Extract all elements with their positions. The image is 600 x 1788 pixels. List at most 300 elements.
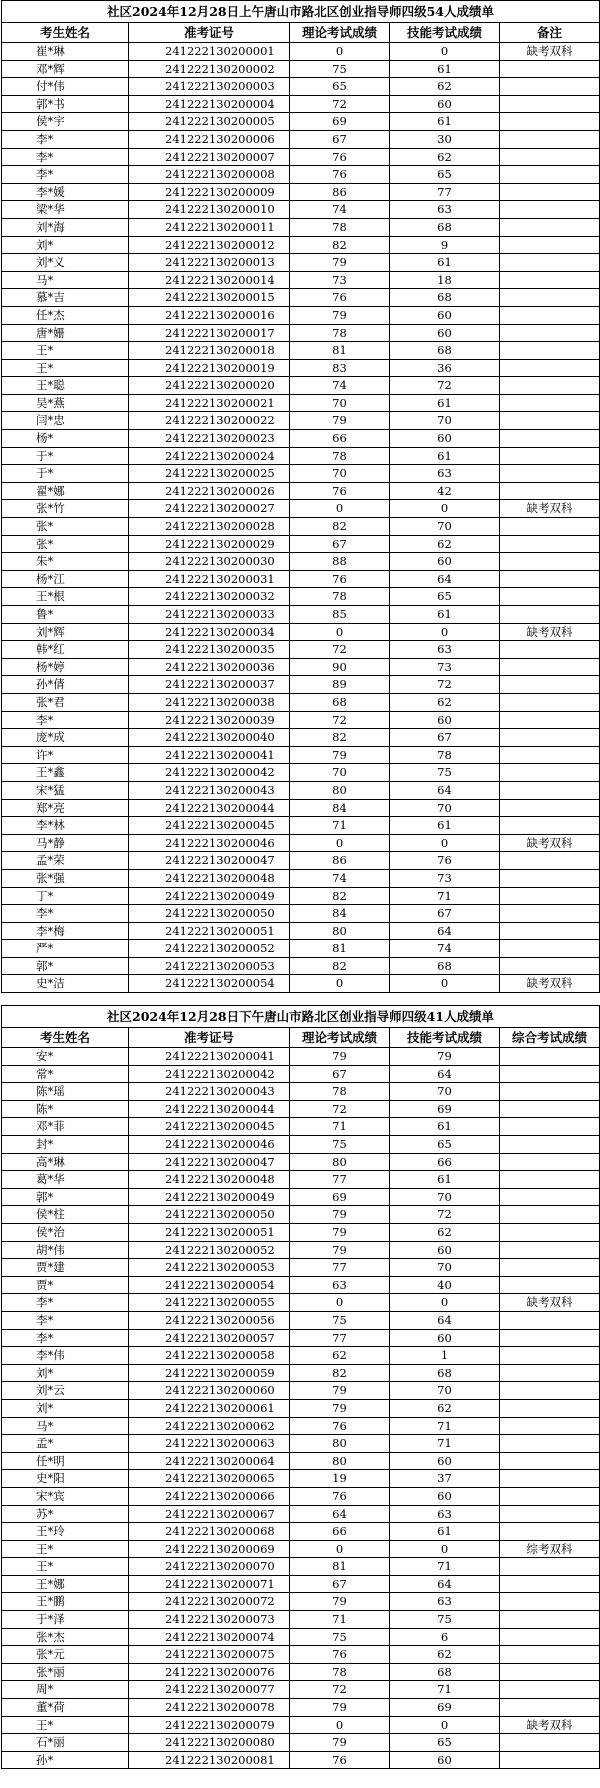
- cell-theory: 78: [290, 1663, 390, 1681]
- cell-exam-id: 241222130200051: [129, 922, 290, 940]
- cell-skill: 60: [390, 306, 500, 324]
- table-row: [2, 1487, 600, 1505]
- cell-remark: [500, 394, 600, 412]
- cell-theory: 70: [290, 764, 390, 782]
- cell-theory: 64: [290, 1505, 390, 1523]
- cell-name: 王*: [2, 342, 129, 360]
- cell-skill: 70: [390, 799, 500, 817]
- cell-remark: 缺考双科: [500, 975, 600, 993]
- table-row: [2, 1716, 600, 1734]
- cell-remark: [500, 781, 600, 799]
- cell-theory: 76: [290, 166, 390, 184]
- cell-theory: 74: [290, 869, 390, 887]
- table-row: [2, 412, 600, 430]
- cell-remark: [500, 711, 600, 729]
- cell-name: 王*鹏: [2, 1593, 129, 1611]
- cell-remark: [500, 1241, 600, 1259]
- cell-theory: 69: [290, 1188, 390, 1206]
- cell-remark: [500, 535, 600, 553]
- cell-remark: [500, 183, 600, 201]
- cell-theory: 76: [290, 1487, 390, 1505]
- cell-remark: [500, 447, 600, 465]
- cell-name: 郭*书: [2, 95, 129, 113]
- cell-remark: [500, 113, 600, 131]
- cell-exam-id: 241222130200012: [129, 236, 290, 254]
- table-row: [2, 711, 600, 729]
- cell-name: 李*: [2, 1294, 129, 1312]
- cell-remark: [500, 1259, 600, 1277]
- cell-name: 马*: [2, 271, 129, 289]
- cell-skill: 60: [390, 711, 500, 729]
- cell-skill: 65: [390, 1734, 500, 1752]
- cell-exam-id: 241222130200022: [129, 412, 290, 430]
- table-row: [2, 1136, 600, 1154]
- header-skill: 技能考试成绩: [390, 1028, 500, 1048]
- cell-remark: [500, 799, 600, 817]
- cell-name: 许*: [2, 746, 129, 764]
- cell-theory: 75: [290, 1311, 390, 1329]
- cell-remark: [500, 1452, 600, 1470]
- cell-exam-id: 241222130200068: [129, 1523, 290, 1541]
- cell-remark: [500, 148, 600, 166]
- cell-remark: [500, 1171, 600, 1189]
- cell-name: 刘*: [2, 1399, 129, 1417]
- cell-exam-id: 241222130200002: [129, 60, 290, 78]
- cell-remark: [500, 412, 600, 430]
- table-row: [2, 43, 600, 61]
- cell-skill: 68: [390, 289, 500, 307]
- cell-name: 马*: [2, 1417, 129, 1435]
- cell-exam-id: 241222130200071: [129, 1575, 290, 1593]
- cell-remark: [500, 1100, 600, 1118]
- cell-name: 李*伟: [2, 1347, 129, 1365]
- cell-name: 侯*柱: [2, 1206, 129, 1224]
- table-row: [2, 377, 600, 395]
- cell-remark: [500, 218, 600, 236]
- table-header-row: [2, 23, 600, 43]
- cell-skill: 40: [390, 1276, 500, 1294]
- cell-name: 于*泽: [2, 1611, 129, 1629]
- cell-skill: 62: [390, 535, 500, 553]
- table-row: [2, 271, 600, 289]
- cell-exam-id: 241222130200043: [129, 1083, 290, 1101]
- cell-name: 李*: [2, 148, 129, 166]
- cell-theory: 76: [290, 482, 390, 500]
- cell-remark: [500, 940, 600, 958]
- cell-skill: 64: [390, 570, 500, 588]
- cell-name: 朱*: [2, 553, 129, 571]
- cell-theory: 85: [290, 606, 390, 624]
- cell-exam-id: 241222130200033: [129, 606, 290, 624]
- cell-skill: 68: [390, 1663, 500, 1681]
- cell-name: 常*: [2, 1065, 129, 1083]
- cell-skill: 63: [390, 465, 500, 483]
- cell-exam-id: 241222130200070: [129, 1558, 290, 1576]
- cell-theory: 80: [290, 922, 390, 940]
- cell-name: 杨*江: [2, 570, 129, 588]
- cell-remark: 缺考双科: [500, 623, 600, 641]
- cell-exam-id: 241222130200041: [129, 746, 290, 764]
- cell-skill: 61: [390, 606, 500, 624]
- cell-exam-id: 241222130200048: [129, 1171, 290, 1189]
- cell-theory: 79: [290, 412, 390, 430]
- cell-skill: 60: [390, 324, 500, 342]
- table-row: [2, 482, 600, 500]
- table-row: [2, 1311, 600, 1329]
- header-combined: 综合考试成绩: [500, 1028, 600, 1048]
- table-row: [2, 183, 600, 201]
- cell-name: 贾*建: [2, 1259, 129, 1277]
- cell-exam-id: 241222130200053: [129, 957, 290, 975]
- cell-theory: 77: [290, 1329, 390, 1347]
- table-row: [2, 1575, 600, 1593]
- cell-remark: [500, 236, 600, 254]
- cell-name: 宋*宾: [2, 1487, 129, 1505]
- cell-name: 刘*: [2, 236, 129, 254]
- cell-exam-id: 241222130200041: [129, 1048, 290, 1066]
- cell-theory: 79: [290, 1206, 390, 1224]
- cell-exam-id: 241222130200049: [129, 887, 290, 905]
- cell-remark: [500, 1399, 600, 1417]
- cell-exam-id: 241222130200042: [129, 764, 290, 782]
- cell-name: 邓*辉: [2, 60, 129, 78]
- cell-exam-id: 241222130200021: [129, 394, 290, 412]
- cell-name: 翟*娜: [2, 482, 129, 500]
- cell-theory: 0: [290, 623, 390, 641]
- cell-theory: 82: [290, 236, 390, 254]
- cell-skill: 70: [390, 1382, 500, 1400]
- cell-theory: 69: [290, 113, 390, 131]
- table-row: [2, 1452, 600, 1470]
- cell-theory: 65: [290, 78, 390, 96]
- table-row: [2, 799, 600, 817]
- table-row: [2, 1663, 600, 1681]
- cell-name: 李*梅: [2, 922, 129, 940]
- cell-theory: 0: [290, 500, 390, 518]
- cell-theory: 76: [290, 1646, 390, 1664]
- table-row: [2, 465, 600, 483]
- table-row: [2, 764, 600, 782]
- table-row: [2, 1734, 600, 1752]
- cell-skill: 69: [390, 1100, 500, 1118]
- cell-skill: 6: [390, 1628, 500, 1646]
- cell-skill: 68: [390, 1364, 500, 1382]
- cell-exam-id: 241222130200007: [129, 148, 290, 166]
- cell-skill: 75: [390, 764, 500, 782]
- cell-name: 刘*辉: [2, 623, 129, 641]
- cell-name: 刘*云: [2, 1382, 129, 1400]
- cell-remark: [500, 1364, 600, 1382]
- cell-name: 孙*倩: [2, 676, 129, 694]
- table-row: [2, 746, 600, 764]
- table-row: [2, 500, 600, 518]
- cell-theory: 80: [290, 1435, 390, 1453]
- cell-remark: [500, 1136, 600, 1154]
- cell-remark: [500, 324, 600, 342]
- table-row: [2, 254, 600, 272]
- cell-remark: [500, 887, 600, 905]
- cell-skill: 71: [390, 1681, 500, 1699]
- cell-exam-id: 241222130200080: [129, 1734, 290, 1752]
- cell-exam-id: 241222130200013: [129, 254, 290, 272]
- cell-skill: 62: [390, 148, 500, 166]
- cell-theory: 72: [290, 641, 390, 659]
- cell-theory: 76: [290, 289, 390, 307]
- cell-remark: [500, 518, 600, 536]
- cell-name: 于*: [2, 447, 129, 465]
- cell-skill: 73: [390, 869, 500, 887]
- cell-skill: 64: [390, 781, 500, 799]
- cell-exam-id: 241222130200050: [129, 1206, 290, 1224]
- table-row: [2, 922, 600, 940]
- header-exam-id: 准考证号: [129, 1028, 290, 1048]
- cell-skill: 75: [390, 1611, 500, 1629]
- cell-theory: 63: [290, 1276, 390, 1294]
- cell-theory: 72: [290, 95, 390, 113]
- cell-exam-id: 241222130200050: [129, 905, 290, 923]
- cell-theory: 73: [290, 271, 390, 289]
- table-row: [2, 78, 600, 96]
- cell-theory: 82: [290, 1364, 390, 1382]
- table-row: [2, 1523, 600, 1541]
- afternoon-score-table: [1, 1005, 600, 1769]
- cell-theory: 84: [290, 905, 390, 923]
- table-row: [2, 834, 600, 852]
- table-row: [2, 817, 600, 835]
- cell-theory: 79: [290, 1699, 390, 1717]
- cell-theory: 78: [290, 218, 390, 236]
- cell-exam-id: 241222130200066: [129, 1487, 290, 1505]
- table-row: [2, 1540, 600, 1558]
- table-row: [2, 1048, 600, 1066]
- cell-remark: [500, 289, 600, 307]
- cell-exam-id: 241222130200020: [129, 377, 290, 395]
- cell-skill: 60: [390, 1487, 500, 1505]
- cell-theory: 76: [290, 1417, 390, 1435]
- cell-theory: 82: [290, 887, 390, 905]
- cell-exam-id: 241222130200001: [129, 43, 290, 61]
- cell-exam-id: 241222130200009: [129, 183, 290, 201]
- cell-exam-id: 241222130200019: [129, 359, 290, 377]
- cell-skill: 61: [390, 1171, 500, 1189]
- table-title: 社区2024年12月28日上午唐山市路北区创业指导师四级54人成绩单: [2, 1, 600, 23]
- cell-name: 刘*义: [2, 254, 129, 272]
- cell-name: 张*竹: [2, 500, 129, 518]
- table-row: [2, 588, 600, 606]
- cell-skill: 0: [390, 1294, 500, 1312]
- cell-theory: 84: [290, 799, 390, 817]
- cell-skill: 61: [390, 113, 500, 131]
- table-row: [2, 1593, 600, 1611]
- cell-skill: 65: [390, 1136, 500, 1154]
- table-row: [2, 236, 600, 254]
- table-row: [2, 1505, 600, 1523]
- cell-exam-id: 241222130200044: [129, 799, 290, 817]
- cell-theory: 0: [290, 975, 390, 993]
- cell-remark: [500, 430, 600, 448]
- cell-name: 李*: [2, 166, 129, 184]
- cell-exam-id: 241222130200045: [129, 1118, 290, 1136]
- cell-name: 李*林: [2, 817, 129, 835]
- cell-remark: [500, 658, 600, 676]
- cell-skill: 61: [390, 817, 500, 835]
- cell-remark: [500, 1470, 600, 1488]
- cell-name: 李*: [2, 130, 129, 148]
- cell-skill: 72: [390, 377, 500, 395]
- cell-remark: [500, 1663, 600, 1681]
- table-row: [2, 606, 600, 624]
- cell-exam-id: 241222130200034: [129, 623, 290, 641]
- table-row: [2, 201, 600, 219]
- cell-theory: 89: [290, 676, 390, 694]
- cell-theory: 78: [290, 447, 390, 465]
- cell-theory: 78: [290, 588, 390, 606]
- cell-exam-id: 241222130200038: [129, 693, 290, 711]
- cell-theory: 0: [290, 1716, 390, 1734]
- cell-remark: [500, 1417, 600, 1435]
- table-row: [2, 518, 600, 536]
- cell-exam-id: 241222130200035: [129, 641, 290, 659]
- cell-remark: [500, 359, 600, 377]
- cell-skill: 70: [390, 1083, 500, 1101]
- cell-name: 梁*华: [2, 201, 129, 219]
- cell-remark: [500, 1558, 600, 1576]
- cell-exam-id: 241222130200042: [129, 1065, 290, 1083]
- header-theory: 理论考试成绩: [290, 1028, 390, 1048]
- cell-skill: 60: [390, 430, 500, 448]
- cell-name: 张*强: [2, 869, 129, 887]
- cell-exam-id: 241222130200011: [129, 218, 290, 236]
- cell-name: 陈*瑶: [2, 1083, 129, 1101]
- score-sheet-page: [1, 0, 599, 1769]
- cell-skill: 69: [390, 1699, 500, 1717]
- table-row: [2, 553, 600, 571]
- table-row: [2, 95, 600, 113]
- cell-skill: 70: [390, 1259, 500, 1277]
- table-gap: [1, 993, 599, 1005]
- cell-skill: 60: [390, 1751, 500, 1769]
- cell-name: 侯*治: [2, 1224, 129, 1242]
- cell-theory: 79: [290, 1734, 390, 1752]
- cell-remark: [500, 1083, 600, 1101]
- cell-exam-id: 241222130200010: [129, 201, 290, 219]
- cell-skill: 70: [390, 412, 500, 430]
- cell-theory: 79: [290, 1593, 390, 1611]
- cell-exam-id: 241222130200047: [129, 852, 290, 870]
- cell-remark: [500, 1611, 600, 1629]
- cell-name: 邓*菲: [2, 1118, 129, 1136]
- cell-remark: [500, 922, 600, 940]
- cell-theory: 72: [290, 1100, 390, 1118]
- cell-remark: [500, 852, 600, 870]
- cell-name: 韩*红: [2, 641, 129, 659]
- cell-exam-id: 241222130200005: [129, 113, 290, 131]
- cell-exam-id: 241222130200054: [129, 975, 290, 993]
- cell-skill: 70: [390, 1188, 500, 1206]
- cell-remark: [500, 60, 600, 78]
- cell-skill: 61: [390, 447, 500, 465]
- cell-theory: 0: [290, 1294, 390, 1312]
- cell-theory: 70: [290, 465, 390, 483]
- cell-skill: 72: [390, 676, 500, 694]
- cell-remark: [500, 1699, 600, 1717]
- cell-skill: 76: [390, 852, 500, 870]
- cell-theory: 66: [290, 430, 390, 448]
- cell-exam-id: 241222130200026: [129, 482, 290, 500]
- cell-theory: 74: [290, 201, 390, 219]
- cell-skill: 18: [390, 271, 500, 289]
- cell-remark: [500, 1505, 600, 1523]
- table-row: [2, 1646, 600, 1664]
- cell-skill: 63: [390, 641, 500, 659]
- cell-exam-id: 241222130200027: [129, 500, 290, 518]
- cell-name: 严*: [2, 940, 129, 958]
- cell-remark: 综考双科: [500, 1540, 600, 1558]
- cell-skill: 60: [390, 1241, 500, 1259]
- cell-remark: 缺考双科: [500, 1716, 600, 1734]
- cell-skill: 71: [390, 1417, 500, 1435]
- cell-theory: 82: [290, 729, 390, 747]
- cell-remark: [500, 1575, 600, 1593]
- cell-exam-id: 241222130200006: [129, 130, 290, 148]
- cell-remark: [500, 606, 600, 624]
- cell-remark: [500, 1487, 600, 1505]
- table-row: [2, 1171, 600, 1189]
- cell-remark: [500, 201, 600, 219]
- cell-exam-id: 241222130200037: [129, 676, 290, 694]
- cell-theory: 79: [290, 1224, 390, 1242]
- cell-remark: [500, 95, 600, 113]
- cell-theory: 82: [290, 518, 390, 536]
- cell-exam-id: 241222130200047: [129, 1153, 290, 1171]
- cell-skill: 62: [390, 693, 500, 711]
- cell-remark: [500, 1734, 600, 1752]
- cell-name: 吴*燕: [2, 394, 129, 412]
- cell-skill: 63: [390, 1593, 500, 1611]
- cell-remark: [500, 764, 600, 782]
- cell-name: 孟*荣: [2, 852, 129, 870]
- cell-skill: 0: [390, 500, 500, 518]
- cell-remark: [500, 482, 600, 500]
- cell-skill: 68: [390, 218, 500, 236]
- cell-remark: [500, 817, 600, 835]
- table-row: [2, 1611, 600, 1629]
- cell-remark: [500, 130, 600, 148]
- cell-skill: 62: [390, 1399, 500, 1417]
- cell-theory: 81: [290, 342, 390, 360]
- header-exam-id: 准考证号: [129, 23, 290, 43]
- cell-name: 安*: [2, 1048, 129, 1066]
- cell-theory: 66: [290, 1523, 390, 1541]
- cell-remark: [500, 553, 600, 571]
- cell-name: 王*娜: [2, 1575, 129, 1593]
- table-row: [2, 306, 600, 324]
- cell-skill: 64: [390, 1065, 500, 1083]
- cell-skill: 61: [390, 1523, 500, 1541]
- cell-theory: 77: [290, 1171, 390, 1189]
- cell-remark: [500, 570, 600, 588]
- cell-exam-id: 241222130200015: [129, 289, 290, 307]
- table-row: [2, 1751, 600, 1769]
- table-row: [2, 1399, 600, 1417]
- cell-name: 鲁*: [2, 606, 129, 624]
- cell-exam-id: 241222130200023: [129, 430, 290, 448]
- table-row: [2, 1259, 600, 1277]
- table-row: [2, 1470, 600, 1488]
- cell-name: 王*: [2, 1558, 129, 1576]
- cell-skill: 71: [390, 887, 500, 905]
- cell-name: 王*: [2, 1540, 129, 1558]
